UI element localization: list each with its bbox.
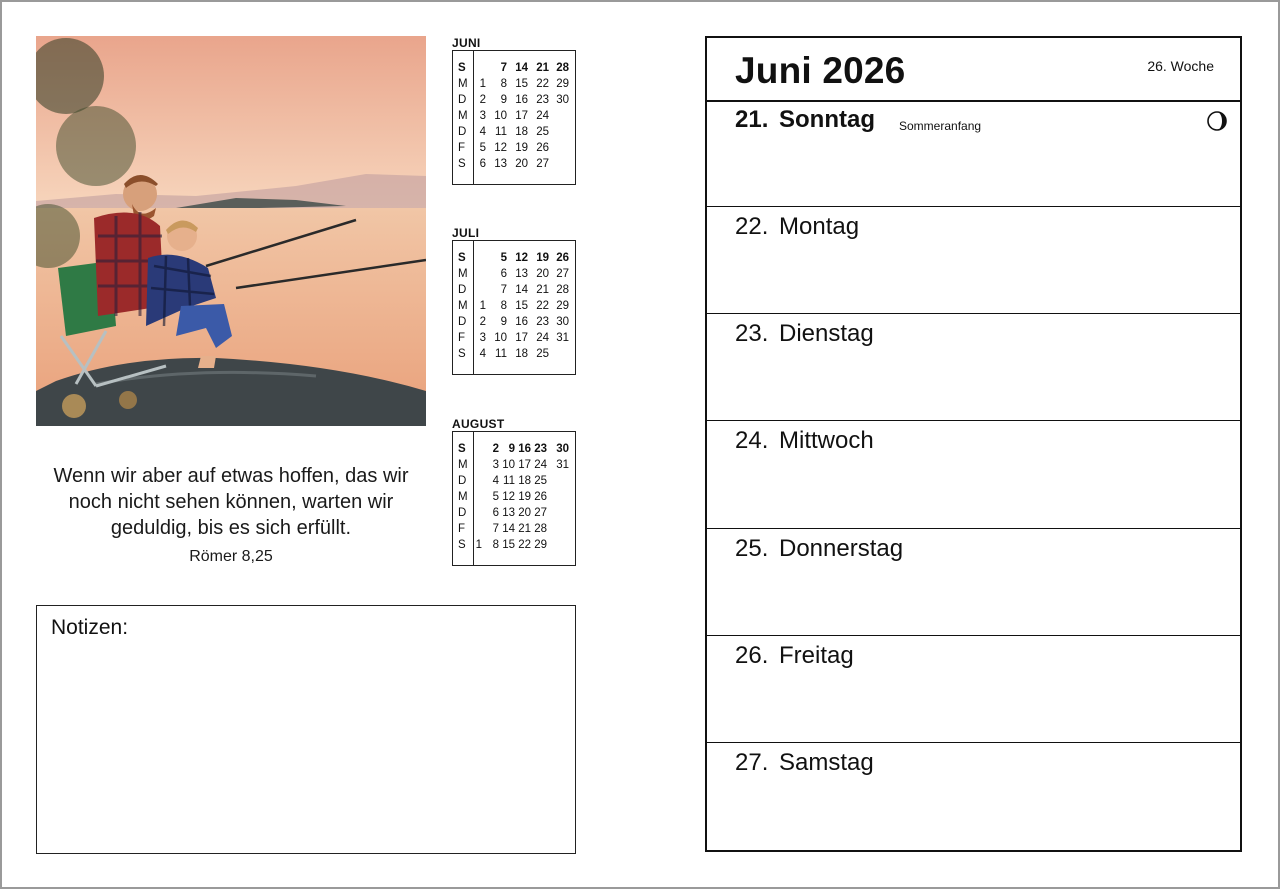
mini-calendar-date: 24 xyxy=(536,332,549,344)
mini-calendar-date: 19 xyxy=(536,252,549,264)
day-number: 25. xyxy=(735,534,769,562)
mini-calendar-date: 4 xyxy=(479,348,486,360)
day-name: Sonntag xyxy=(779,106,875,133)
weekday-letter: S xyxy=(458,252,466,264)
mini-calendar-date: 10 xyxy=(494,332,507,344)
mini-calendar-date: 12 xyxy=(515,252,528,264)
mini-calendar-row xyxy=(453,489,575,505)
mini-calendar-date: 27 xyxy=(556,268,569,280)
quote-line: noch nicht sehen können, warten wir xyxy=(68,491,394,513)
mini-calendar-date: 25 xyxy=(536,126,549,138)
mini-calendar-date: 7 xyxy=(500,62,507,74)
mini-calendar-date: 13 xyxy=(515,268,528,280)
day-name: Donnerstag xyxy=(779,534,904,562)
mini-calendar-date: 14 xyxy=(515,284,528,296)
mini-calendar-date: 9 xyxy=(508,443,515,455)
mini-calendar-date: 9 xyxy=(500,94,507,106)
mini-calendar-row xyxy=(453,505,575,521)
mini-calendar-date: 26 xyxy=(556,252,569,264)
mini-calendar-date: 26 xyxy=(536,142,549,154)
mini-calendar-date: 19 xyxy=(515,142,528,154)
mini-calendar-row xyxy=(453,140,575,156)
day-row-sonntag[interactable] xyxy=(707,100,1240,207)
mini-calendar-date: 25 xyxy=(536,348,549,360)
mini-calendar-date: 18 xyxy=(515,126,528,138)
mini-calendar-date: 1 xyxy=(479,300,486,312)
mini-calendar-date: 16 xyxy=(518,443,531,455)
weekday-letter: M xyxy=(458,110,468,122)
weekday-letter: S xyxy=(458,443,466,455)
mini-calendar-date: 8 xyxy=(500,78,507,90)
mini-calendar-row xyxy=(453,457,575,473)
mini-calendar-date: 16 xyxy=(515,316,528,328)
mini-calendar-date: 8 xyxy=(500,300,507,312)
weekday-letter: D xyxy=(458,126,467,138)
mini-calendar-date: 11 xyxy=(503,475,515,487)
mini-calendar-date: 14 xyxy=(502,523,515,535)
mini-calendar-date: 10 xyxy=(502,459,515,471)
mini-calendar-date: 18 xyxy=(518,475,531,487)
day-number: 21. xyxy=(735,106,769,133)
mini-calendar-row xyxy=(453,156,575,172)
week-number: 26. Woche xyxy=(1147,58,1214,74)
weekday-letter: S xyxy=(458,62,466,74)
mini-calendar-date: 16 xyxy=(515,94,528,106)
mini-calendar-date: 6 xyxy=(479,158,486,170)
weekday-letter: M xyxy=(458,78,468,90)
mini-calendar-date: 10 xyxy=(494,110,507,122)
mini-calendar-date: 9 xyxy=(500,316,507,328)
mini-calendar-date: 30 xyxy=(556,94,569,106)
weekday-letter: F xyxy=(458,523,466,535)
mini-calendar-date: 22 xyxy=(536,300,549,312)
mini-calendar-date: 20 xyxy=(518,507,531,519)
day-number: 23. xyxy=(735,320,769,348)
mini-calendar-date: 7 xyxy=(500,284,507,296)
mini-calendar-date: 5 xyxy=(492,491,499,503)
mini-calendar-date: 23 xyxy=(536,316,549,328)
notes-label: Notizen: xyxy=(51,616,129,639)
day-row-montag[interactable] xyxy=(707,207,1240,314)
mini-calendar-date: 12 xyxy=(502,491,515,503)
weekday-letter: S xyxy=(458,348,466,360)
mini-calendar-date: 13 xyxy=(502,507,515,519)
day-row-freitag[interactable] xyxy=(707,636,1240,743)
mini-calendar-date: 6 xyxy=(500,268,507,280)
mini-calendar-date: 4 xyxy=(479,126,486,138)
mini-calendar-title: JUNI xyxy=(452,36,481,50)
day-row-donnerstag[interactable] xyxy=(707,529,1240,636)
mini-calendar-date: 20 xyxy=(536,268,549,280)
mini-calendar-row xyxy=(453,521,575,537)
day-number: 26. xyxy=(735,641,769,669)
mini-calendar-date: 22 xyxy=(536,78,549,90)
quote-line: geduldig, bis es sich erfüllt. xyxy=(110,517,352,539)
mini-calendar-row xyxy=(453,266,575,282)
weekday-letter: F xyxy=(458,332,466,344)
mini-calendar-date: 21 xyxy=(536,284,549,296)
mini-calendar-date: 27 xyxy=(534,507,547,519)
quote-line: Wenn wir aber auf etwas hoffen, das wir xyxy=(53,465,409,487)
mini-calendar-date: 18 xyxy=(515,348,528,360)
mini-calendar-date: 2 xyxy=(479,316,486,328)
mini-calendar-date: 6 xyxy=(492,507,499,519)
mini-calendar-date: 1 xyxy=(475,539,482,551)
mini-calendar-row xyxy=(453,330,575,346)
week-header xyxy=(707,38,1240,102)
mini-calendar-august xyxy=(452,431,576,566)
mini-calendar-date: 15 xyxy=(515,300,528,312)
mini-calendar-title: AUGUST xyxy=(452,417,505,431)
photo-illustration xyxy=(36,36,426,426)
mini-calendar-date: 3 xyxy=(492,459,499,471)
mini-calendar-row xyxy=(453,473,575,489)
mini-calendar-date: 28 xyxy=(534,523,547,535)
mini-calendar-date: 20 xyxy=(515,158,528,170)
weekday-letter: D xyxy=(458,475,467,487)
mini-calendar-date: 2 xyxy=(492,443,499,455)
week-title: Juni 2026 xyxy=(735,50,906,91)
mini-calendar-row xyxy=(453,92,575,108)
mini-calendar-date: 23 xyxy=(536,94,549,106)
weekday-letter: D xyxy=(458,316,467,328)
mini-calendar-row xyxy=(453,314,575,330)
mini-calendar-date: 30 xyxy=(556,443,569,455)
weekday-letter: M xyxy=(458,491,468,503)
mini-calendar-date: 8 xyxy=(492,539,499,551)
mini-calendar-date: 11 xyxy=(495,126,507,138)
mini-calendar-date: 27 xyxy=(536,158,549,170)
mini-calendar-date: 17 xyxy=(515,110,528,122)
mini-calendar-date: 31 xyxy=(556,332,569,344)
mini-calendar-date: 2 xyxy=(479,94,486,106)
mini-calendar-date: 23 xyxy=(534,443,547,455)
day-row-samstag[interactable] xyxy=(707,743,1240,850)
mini-calendar-date: 14 xyxy=(515,62,528,74)
mini-calendar-date: 26 xyxy=(534,491,547,503)
mini-calendar-date: 28 xyxy=(556,284,569,296)
weekday-letter: D xyxy=(458,284,467,296)
mini-calendar-date: 17 xyxy=(518,459,531,471)
mini-calendar-row xyxy=(453,76,575,92)
weekday-letter: M xyxy=(458,268,468,280)
day-note: Sommeranfang xyxy=(899,119,982,133)
mini-calendar-row xyxy=(453,124,575,140)
mini-calendar-row xyxy=(453,346,575,362)
waning-moon-icon xyxy=(1206,110,1228,132)
mini-calendar-date: 19 xyxy=(518,491,531,503)
mini-calendar-date: 5 xyxy=(500,252,507,264)
mini-calendar-date: 15 xyxy=(515,78,528,90)
mini-calendar-date: 5 xyxy=(479,142,486,154)
mini-calendar-row xyxy=(453,298,575,314)
weekday-letter: F xyxy=(458,142,466,154)
mini-calendar-date: 17 xyxy=(515,332,528,344)
mini-calendar-date: 4 xyxy=(492,475,499,487)
photo-father-son-fishing xyxy=(36,36,426,426)
mini-calendar-row xyxy=(453,60,575,76)
mini-calendar-row xyxy=(453,250,575,266)
mini-calendar-date: 22 xyxy=(518,539,531,551)
mini-calendar-date: 7 xyxy=(492,523,499,535)
day-row-dienstag[interactable] xyxy=(707,314,1240,421)
mini-calendar-date: 24 xyxy=(534,459,547,471)
weekday-letter: D xyxy=(458,94,467,106)
mini-calendar-juni xyxy=(452,50,576,185)
mini-calendar-date: 29 xyxy=(556,78,569,90)
mini-calendar-row xyxy=(453,537,575,553)
day-number: 22. xyxy=(735,213,769,241)
mini-calendar-date: 3 xyxy=(479,332,486,344)
mini-calendar-date: 30 xyxy=(556,316,569,328)
mini-calendar-date: 29 xyxy=(556,300,569,312)
day-name: Montag xyxy=(779,213,860,241)
week-panel xyxy=(705,36,1242,852)
mini-calendar-date: 24 xyxy=(536,110,549,122)
mini-calendar-date: 29 xyxy=(534,539,547,551)
day-name: Mittwoch xyxy=(779,427,874,455)
weekday-letter: M xyxy=(458,459,468,471)
weekday-letter: S xyxy=(458,158,466,170)
weekday-letter: M xyxy=(458,300,468,312)
quote-reference: Römer 8,25 xyxy=(189,548,273,565)
mini-calendar-juli xyxy=(452,240,576,375)
mini-calendar-title: JULI xyxy=(452,226,480,240)
mini-calendar-date: 11 xyxy=(495,348,507,360)
mini-calendar-date: 25 xyxy=(534,475,547,487)
mini-calendar-date: 3 xyxy=(479,110,486,122)
day-name: Dienstag xyxy=(779,320,874,348)
mini-calendar-date: 1 xyxy=(479,78,486,90)
mini-calendar-date: 21 xyxy=(518,523,531,535)
day-row-mittwoch[interactable] xyxy=(707,421,1240,528)
mini-calendar-date: 21 xyxy=(536,62,549,74)
day-name: Samstag xyxy=(779,748,874,776)
mini-calendar-date: 28 xyxy=(556,62,569,74)
weekday-letter: D xyxy=(458,507,467,519)
day-name: Freitag xyxy=(779,641,854,669)
mini-calendar-date: 12 xyxy=(494,142,507,154)
mini-calendar-date: 13 xyxy=(494,158,507,170)
day-number: 27. xyxy=(735,748,769,776)
mini-calendar-row xyxy=(453,441,575,457)
mini-calendar-date: 15 xyxy=(502,539,515,551)
mini-calendar-row xyxy=(453,282,575,298)
mini-calendar-row xyxy=(453,108,575,124)
bible-quote xyxy=(30,463,432,541)
notes-box[interactable] xyxy=(36,605,576,854)
weekday-letter: S xyxy=(458,539,466,551)
day-number: 24. xyxy=(735,427,769,455)
mini-calendar-date: 31 xyxy=(556,459,569,471)
